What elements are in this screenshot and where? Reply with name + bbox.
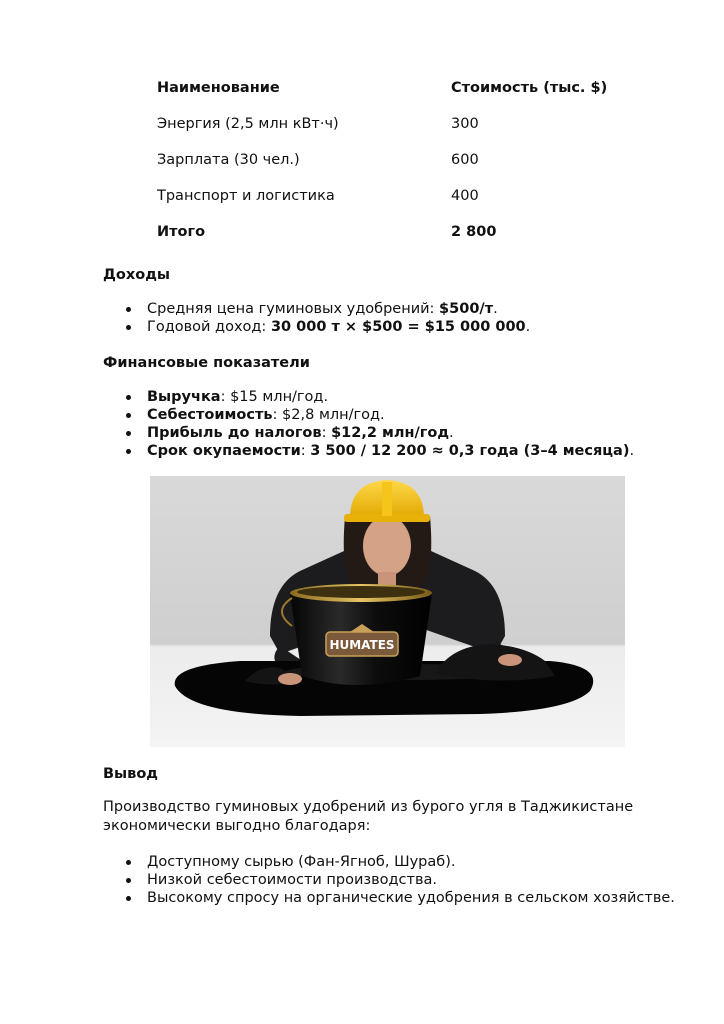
list-item: Прибыль до налогов: $12,2 млн/год. [103, 424, 634, 442]
list-item: Себестоимость: $2,8 млн/год. [103, 406, 634, 424]
conclusion-paragraph: Производство гуминовых удобрений из бурого угля в Таджикистане экономически выгодно благодаря: [103, 799, 634, 834]
row-value: 600 [451, 152, 479, 168]
table-row [157, 178, 627, 214]
total-value: 2 800 [451, 224, 497, 240]
column-header-cost: Стоимость (тыс. $) [451, 80, 608, 96]
list-item: Средняя цена гуминовых удобрений: $500/т. [103, 300, 530, 318]
conclusion-list [103, 853, 675, 907]
row-name: Зарплата (30 чел.) [157, 152, 300, 168]
conclusion-heading: Вывод [103, 766, 159, 782]
income-list [103, 300, 530, 336]
row-value: 300 [451, 116, 479, 132]
list-item: Срок окупаемости: 3 500 / 12 200 ≈ 0,3 года (3–4 месяца). [103, 442, 634, 460]
bucket-label-text: HUMATES [329, 638, 395, 652]
list-item: Высокому спросу на органические удобрения в сельском хозяйстве. [103, 889, 675, 907]
humates-illustration [150, 476, 625, 747]
column-header-name: Наименование [157, 80, 280, 96]
financials-heading: Финансовые показатели [103, 355, 310, 371]
financials-list [103, 388, 634, 460]
list-item: Выручка: $15 млн/год. [103, 388, 634, 406]
cost-table [157, 78, 627, 250]
total-label: Итого [157, 224, 206, 240]
list-item: Низкой себестоимости производства. [103, 871, 675, 889]
income-heading: Доходы [103, 267, 171, 283]
table-total-row [157, 214, 627, 250]
row-name: Транспорт и логистика [157, 188, 335, 204]
list-item: Доступному сырью (Фан-Ягноб, Шураб). [103, 853, 675, 871]
table-row [157, 106, 627, 142]
table-header-row [157, 78, 627, 106]
list-item: Годовой доход: 30 000 т × $500 = $15 000 000. [103, 318, 530, 336]
row-value: 400 [451, 188, 479, 204]
right-hand [498, 654, 522, 666]
left-hand [278, 673, 302, 685]
face [363, 516, 411, 576]
row-name: Энергия (2,5 млн кВт·ч) [157, 116, 339, 132]
illustration-svg [150, 476, 625, 747]
table-row [157, 142, 627, 178]
